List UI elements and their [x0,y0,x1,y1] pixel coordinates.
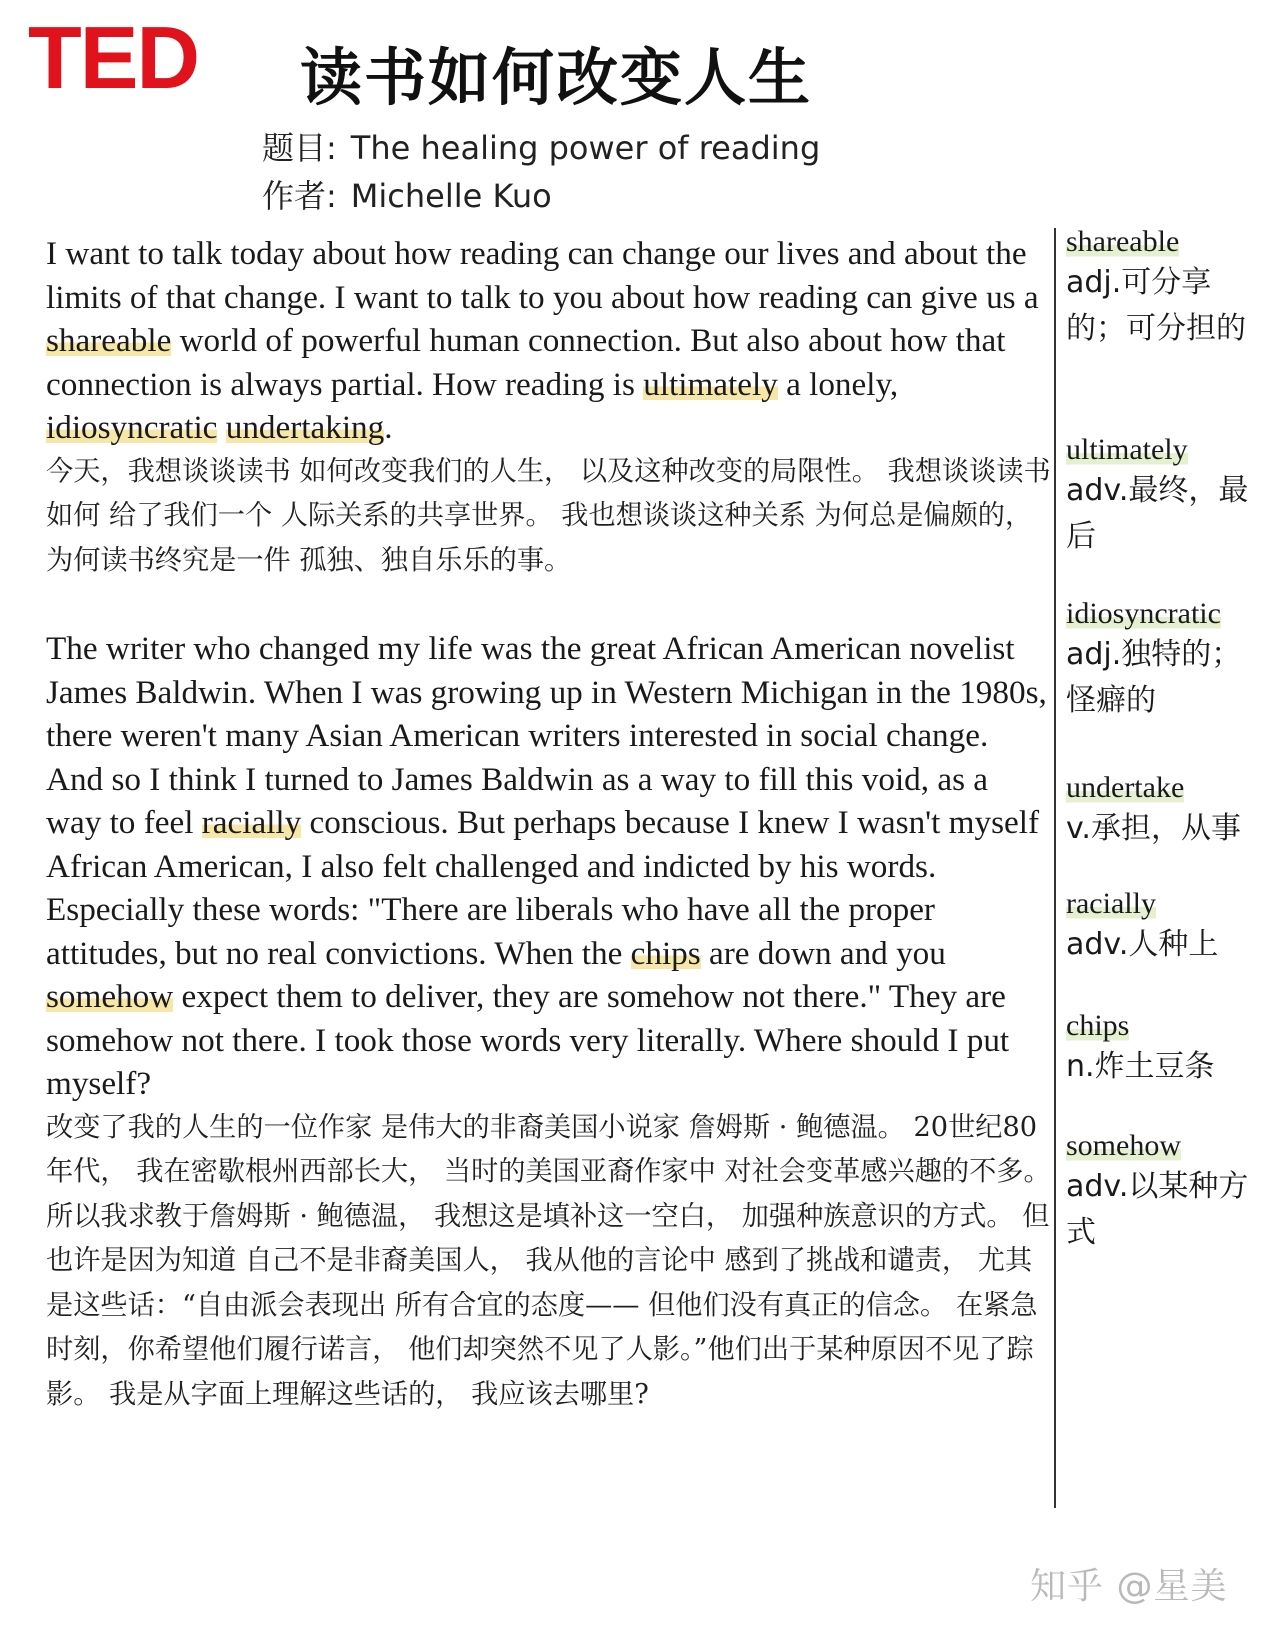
paragraph-1-chinese: 今天，我想谈谈读书 如何改变我们的人生， 以及这种改变的局限性。 我想谈谈读书如何 给了我们一个 人际关系的共享世界。 我也想谈谈这种关系 为何总是偏颇的， 为何读书终究是一件 孤独、独自乐乐的事。 [46,455,1051,576]
paragraph-2-chinese: 改变了我的人生的一位作家 是伟大的非裔美国小说家 詹姆斯 · 鲍德温。 20世纪80年代， 我在密歇根州西部长大， 当时的美国亚裔作家中 对社会变革感兴趣的不多。 所以我求教于詹姆斯 · 鲍德温， 我想这是填补这一空白， 加强种族意识的方式。 但也许是因为知道 自己不是非裔美国人， 我从他的言论中 感到了挑战和谴责， 尤其是这些话：“自由派会表现出 所有合宜的态度—— 但他们没有真正的信念。 在紧急时刻，你希望他们履行诺言， 他们却突然不见了人影。”他们出于某种原因不见了踪影。 我是从字面上理解这些话的， 我应该去哪里? [46,1111,1051,1410]
vocab-definition: n.炸土豆条 [1066,1049,1215,1084]
author-label: 作者: [262,177,337,215]
paragraph-gap [46,583,1051,627]
zhihu-watermark: 知乎 @星美 [1030,1566,1228,1607]
highlighted-word: chips [630,934,701,972]
highlighted-word: racially [201,804,302,841]
text-segment: are down and you [700,934,946,972]
vocab-entry [1066,770,1262,852]
vocab-definition: adv.最终，最后 [1066,473,1249,554]
text-segment: world of powerful human connection. But also about how that connection is always partial. How reading is [46,322,1006,403]
highlighted-word: ultimately [643,365,778,403]
text-segment: The writer who changed my life was the great African American novelist James Baldwin. When I was growing up in Western Michigan in the 1980s, there weren't many Asian American writers interested in social change. And so I think I turned to James Baldwin as a way to fill this void, as a way to feel [46,630,1047,841]
vocab-word: somehow [1066,1129,1181,1162]
author-line [262,176,552,216]
vocab-entry [1066,886,1262,968]
vocab-entry [1066,1128,1262,1256]
vocab-word: undertake [1066,771,1185,804]
article-body [46,232,1051,1417]
vocab-entry [1066,1008,1262,1090]
text-segment: . [384,409,393,446]
topic-label: 题目: [262,129,337,167]
text-segment: a lonely, [777,365,899,403]
vocab-definition: adv.以某种方式 [1066,1169,1249,1250]
text-segment: conscious. But perhaps because I knew I wasn't myself African American, I also felt challenged and indicted by his words. Especially these words: "There are liberals who have all the proper attitudes, but no real convictions. When the [46,804,1039,972]
vocab-entry [1066,596,1262,724]
vocab-definition: v.承担，从事 [1066,811,1241,846]
vocab-word: ultimately [1066,433,1188,466]
topic-value: The healing power of reading [350,129,821,167]
paragraph-2-english [46,627,1051,1106]
column-divider [1054,228,1056,1508]
highlighted-word: somehow [46,978,174,1015]
ted-logo: TED [28,8,198,107]
vocab-entry [1066,432,1262,560]
highlighted-word: shareable [46,322,172,359]
vocab-entry [1066,224,1262,352]
author-value: Michelle Kuo [350,177,552,215]
vocab-definition: adj.独特的；怪癖的 [1066,637,1242,718]
text-segment: I want to talk today about how reading can change our lives and about the limits of that change. I want to talk to you about how reading can give us a [46,235,1039,316]
paragraph-1-english [46,232,1051,450]
highlighted-word: idiosyncratic [46,409,218,446]
vocab-word: chips [1066,1009,1130,1042]
vocab-word: shareable [1066,225,1180,258]
vocab-definition: adv.人种上 [1066,927,1219,962]
text-segment: expect them to deliver, they are somehow not there." They are somehow not there. I took those words very literally. Where should I put myself? [46,978,1010,1102]
vocab-word: racially [1066,887,1156,920]
page-title: 读书如何改变人生 [300,41,813,114]
text-segment [217,409,225,446]
topic-line [262,128,820,168]
vocab-definition: adj.可分享的；可分担的 [1066,265,1246,346]
vocab-word: idiosyncratic [1066,597,1221,630]
highlighted-word: undertaking [225,409,385,446]
